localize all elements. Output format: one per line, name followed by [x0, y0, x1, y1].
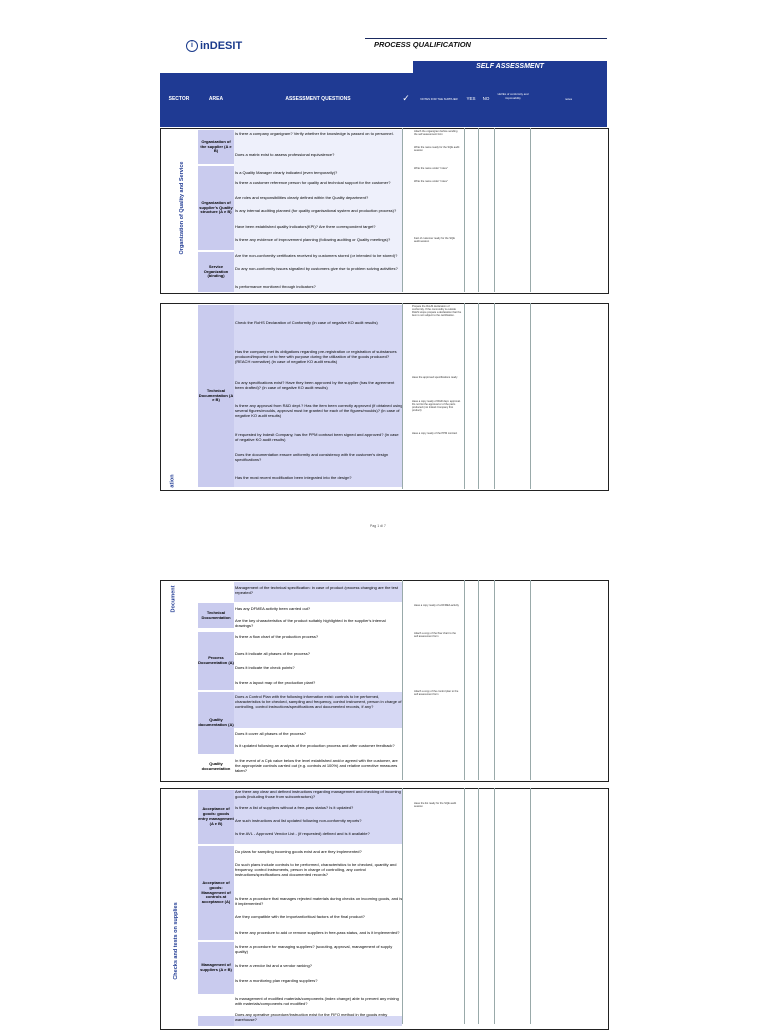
question: In the event of a Cpk value below the level established and/or agreed with the customer, are the appropriate controls carried out (e.g. controls at 100%) and relative corrective measures taken?: [235, 758, 398, 773]
note: Write the name under "notes": [414, 180, 448, 183]
question: Has the company met its obligations regarding pre-registration or registration of substances produced/imported or to free with purpose during the utilization of the goods produced? (REACH normative) (in case of negative KO audit results): [235, 349, 397, 364]
col-sector: SECTOR: [168, 96, 190, 102]
question: Does a matrix exist to assess professional equivalence?: [235, 152, 335, 157]
question: Has the most recent modification been integrated into the design?: [235, 475, 352, 480]
note: Attach the organigram before sending the self assessment form: [414, 130, 458, 137]
sector-doc2: Document: [170, 585, 177, 613]
question: Is there a vendor list and a vendor ranking?: [235, 963, 312, 968]
question: Are the non-conformity certificates received by customers stored (or intended to be stored)?: [235, 253, 398, 258]
question: Are there any clear and defined instructions regarding management and checking of incoming goods (including those from subcontractors)?: [235, 789, 401, 799]
page-number: Pag 1 di 7: [370, 524, 386, 528]
col-no: NO: [482, 96, 490, 101]
area-goods-entry: Acceptance of goods: goods entry management (A e B): [198, 790, 234, 844]
question: If requested by Indesit Company, has the PPM contract been signed and approved? (in case of negative KO audit results): [235, 432, 399, 442]
question: Does it indicate all phases of the process?: [235, 651, 310, 656]
logo-i-icon: i: [186, 40, 198, 52]
area-quality-doc: Quality documentation (A): [198, 692, 234, 754]
question: Is there any evidence of improvement planning (following auditing or Quality meetings)?: [235, 237, 391, 242]
question: Are they compatible with the important/critical factors of the final product?: [235, 914, 365, 919]
note: Fact of customer ready for the SQE audit session: [414, 237, 455, 244]
question: Does any operative procedure/instruction exist for the FIFO method in the goods entry warehouse?: [235, 1012, 388, 1022]
sector-doc: ation: [169, 474, 176, 488]
note: Attach a copy of the control plan to the self assessment form: [414, 690, 459, 697]
question: Is there a procedure that manages rejected materials during checks on incoming goods, and is it implemented?: [235, 896, 403, 906]
question: Is it updated following an analysis of the production process and after customer feedback?: [235, 743, 395, 748]
area-service: Service Organization (binding): [198, 252, 234, 292]
area-tech-doc: Technical Documentation (A e B): [198, 305, 234, 487]
question: Are the key characteristics of the product suitably highlighted in the supplier's internal drawings?: [235, 618, 386, 628]
question: Is there a customer reference person for quality and technical support for the customer?: [235, 180, 391, 185]
note: Write the name ready for the SQE audit session: [414, 146, 460, 153]
question: Does a Control Plan with the following information exist: controls to be performed, characteristics to be checked, sampling and frequency, control instrument, person in charge of controlling, control instructions/specifications and documented records, if any?: [235, 694, 402, 709]
table-header: [160, 73, 607, 127]
question: Do any specifications exist? Have they been approved by the supplier (has the agreement been drafted)? (in case of negative KO audit results): [235, 380, 395, 390]
question: Is there a monitoring plan regarding suppliers?: [235, 978, 318, 983]
area-acceptance: Acceptance of goods: Management of controls at acceptance (A): [198, 846, 234, 940]
question: Is there a layout map of the production plant?: [235, 680, 316, 685]
note: Have the approved specifications ready: [412, 376, 458, 379]
question: Is a Quality Manager clearly indicated (even temporarily)?: [235, 170, 338, 175]
note: Prepare the RoHS declaration of conformity. If the commodity is outside RoHS scope prepare a declaration that the item is not subject to the certification.: [412, 305, 462, 318]
col-notes: notes: [564, 97, 573, 101]
question: Have been established quality indicators(KPI)? Are there correspondent target?: [235, 224, 376, 229]
question: Does it indicate the check points?: [235, 665, 295, 670]
area-process-doc: Process Documentation (A): [198, 632, 234, 690]
question: Is there a procedure for managing suppliers? (scouting, approval, management of supply quality): [235, 944, 393, 954]
question: Is performance monitored through indicators?: [235, 284, 316, 289]
note: Have the list ready for the SQE audit session: [414, 802, 457, 809]
question: Is there any approval from R&D dept.? Has the item been correctly approved (if obtained using several figures/moulds, approval must be granted for each of the figures/moulds)? (in case of negative KO audit results): [235, 403, 403, 418]
area-suppliers: Management of suppliers (A e B): [198, 942, 234, 994]
note: Write the name under "notes": [414, 167, 448, 170]
sector-checks: Checks and tests on supplies: [173, 902, 179, 980]
question: Does it cover all phases of the process?: [235, 731, 306, 736]
question: Do any non-conformity issues signalled by customers give rise to problem solving activities?: [235, 266, 398, 271]
question: Are roles and responsibilities clearly defined within the Quality department?: [235, 195, 369, 200]
note: Attach a copy of the flow chart to the self assessment form: [414, 632, 456, 639]
sector-org: Organization of Quality and Service: [179, 161, 185, 255]
indesit-logo: i inDESIT: [186, 40, 242, 52]
area-org-supplier: Organization of the supplier (A e B): [198, 130, 234, 164]
question: Is management of modified materials/components (index change) able to prevent any mixing with materials/components not modified?: [235, 996, 399, 1006]
col-area: AREA: [208, 96, 224, 102]
col-yes: YES: [466, 96, 476, 101]
area-quality-doc2: Quality documentation: [198, 756, 234, 778]
col-level: LEVEL of conformity and improvability: [497, 92, 529, 100]
col-notes-supplier: NOTES FOR THE SUPPLIER: [420, 97, 458, 101]
note: Have a copy ready of R&D dept. approval. Do not list the approval or of the parts produced (not Indesit Company first product): [412, 400, 461, 413]
check-icon: ✓: [402, 93, 410, 103]
area-tech-doc2: Technical Documentation: [198, 603, 234, 628]
question: Is the AVL - Approved Vendor List - (if requested) defined and is it available?: [235, 831, 370, 836]
note: Have a copy ready of a DFMEA activity: [414, 604, 459, 607]
question: Is there a list of suppliers without a free-pass status? Is it updated?: [235, 805, 354, 810]
question: Does the documentation ensure uniformity and consistency with the customer's design specifications?: [235, 452, 389, 462]
question: Do plans for sampling incoming goods exist and are they implemented?: [235, 849, 362, 854]
question: Management of the technical specification: in case of product /process changing are the test repeated?: [235, 585, 398, 595]
question: Is there any procedure to add or remove suppliers in free-pass status, and is it implemented?: [235, 930, 400, 935]
question: Check the RoHS Declaration of Conformity (in case of negative KO audit results): [235, 320, 378, 325]
question: Is any internal auditing planned (for quality organisational system and production process)?: [235, 208, 397, 213]
question: Has any DFMEA activity been carried out?: [235, 606, 311, 611]
self-assessment-banner: SELF ASSESSMENT: [413, 61, 607, 73]
area-org-quality: Organization of supplier's Quality structure (A e B): [198, 166, 234, 250]
page-title: PROCESS QUALIFICATION: [374, 40, 471, 49]
question: Do such plans include controls to be performed, characteristics to be checked, quantity and frequency, control instruments, person in charge of controlling, any control instructions/specifications and documented records?: [235, 862, 397, 877]
question: Are such instructions and list updated following non-conformity reports?: [235, 818, 362, 823]
question: Is there a flow chart of the production process?: [235, 634, 319, 639]
question: Is there a company organigram? Verify whether the knowledge is passed on to personnel.: [235, 131, 394, 136]
note: Have a copy ready of the PPM contract: [412, 432, 458, 435]
title-rule: [365, 38, 607, 39]
col-questions: ASSESSMENT QUESTIONS: [285, 96, 351, 102]
